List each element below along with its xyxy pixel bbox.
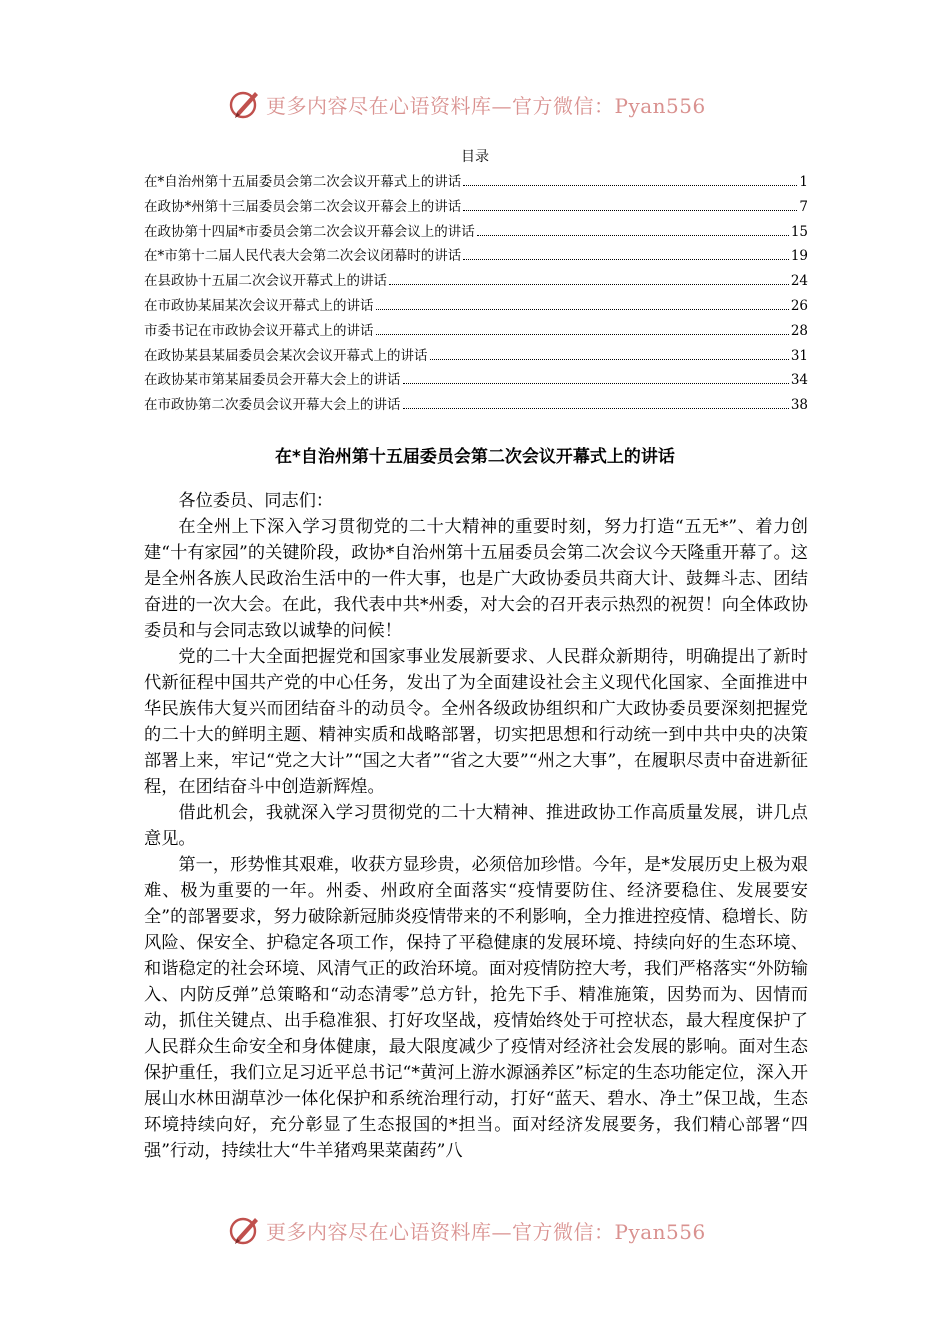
toc-leader-dots <box>463 210 797 211</box>
toc-entry-title: 市委书记在市政协会议开幕式上的讲话 <box>144 322 374 339</box>
toc-entry-title: 在县政协十五届二次会议开幕式上的讲话 <box>144 273 387 290</box>
toc-entry[interactable] <box>144 170 808 195</box>
toc-entry-page: 34 <box>790 372 808 389</box>
toc-leader-dots <box>376 309 789 310</box>
paragraph: 第一，形势惟其艰难，收获方显珍贵，必须倍加珍惜。今年，是*发展历史上极为艰难、极为重要的一年。州委、州政府全面落实“疫情要防住、经济要稳住、发展要安全”的部署要求，努力破除新冠肺炎疫情带来的不利影响，全力推进控疫情、稳增长、防风险、保安全、护稳定各项工作，保持了平稳健康的发展环境、持续向好的生态环境、和谐稳定的社会环境、风清气正的政治环境。面对疫情防控大考，我们严格落实“外防输入、内防反弹”总策略和“动态清零”总方针，抢先下手、精准施策，因势而为、因情而动，抓住关键点、出手稳准狠、打好攻坚战，疫情始终处于可控状态，最大程度保护了人民群众生命安全和身体健康，最大限度减少了疫情对经济社会发展的影响。面对生态保护重任，我们立足习近平总书记“*黄河上游水源涵养区”标定的生态功能定位，深入开展山水林田湖草沙一体化保护和系统治理行动，打好“蓝天、碧水、净土”保卫战，生态环境持续向好，充分彰显了生态报国的*担当。面对经济发展要务，我们精心部署“四强”行动，持续壮大“牛羊猪鸡果菜菌药”八 <box>144 855 808 1161</box>
footer-watermark-banner <box>0 1208 950 1252</box>
toc-entry-title: 在*自治州第十五届委员会第二次会议开幕式上的讲话 <box>144 174 462 190</box>
header-watermark-banner <box>0 82 950 126</box>
toc-entry-page: 7 <box>799 198 808 215</box>
toc-entry[interactable] <box>144 344 808 369</box>
toc-entry-page: 28 <box>790 322 808 339</box>
toc-entry[interactable] <box>144 294 808 319</box>
toc-entry[interactable] <box>144 319 808 344</box>
paragraph: 在全州上下深入学习贯彻党的二十大精神的重要时刻，努力打造“五无*”、着力创建“十有家园”的关键阶段，政协*自治州第十五届委员会第二次会议今天隆重开幕了。这是全州各族人民政治生活中的一件大事，也是广大政协委员共商大计、鼓舞斗志、团结奋进的一次大会。在此，我代表中共*州委，对大会的召开表示热烈的祝贺！向全体政协委员和与会同志致以诚挚的问候！ <box>144 517 808 641</box>
table-of-contents <box>144 170 808 418</box>
toc-leader-dots <box>463 259 789 260</box>
toc-entry[interactable] <box>144 195 808 220</box>
paragraph: 党的二十大全面把握党和国家事业发展新要求、人民群众新期待，明确提出了新时代新征程中国共产党的中心任务，发出了为全面建设社会主义现代化国家、全面推进中华民族伟大复兴而团结奋斗的动员令。全州各级政协组织和广大政协委员要深刻把握党的二十大的鲜明主题、精神实质和战略部署，切实把思想和行动统一到中共中央的决策部署上来，牢记“党之大计”“国之大者”“省之大要”“州之大事”，在履职尽责中奋进新征程，在团结奋斗中创造新辉煌。 <box>144 647 808 797</box>
toc-leader-dots <box>403 408 789 409</box>
toc-entry-page: 38 <box>790 397 808 414</box>
toc-leader-dots <box>463 185 797 186</box>
toc-entry[interactable] <box>144 393 808 418</box>
pen-logo-icon <box>228 1213 262 1247</box>
toc-entry-title: 在政协*州第十三届委员会第二次会议开幕会上的讲话 <box>144 198 462 215</box>
toc-entry-title: 在政协第十四届*市委员会第二次会议开幕会议上的讲话 <box>144 223 475 240</box>
toc-entry-title: 在市政协第二次委员会议开幕大会上的讲话 <box>144 397 401 414</box>
toc-leader-dots <box>403 383 789 384</box>
toc-entry-title: 在政协某县某届委员会某次会议开幕式上的讲话 <box>144 347 428 364</box>
toc-entry-title: 在市政协某届某次会议开幕式上的讲话 <box>144 297 374 314</box>
toc-entry-title: 在政协某市第某届委员会开幕大会上的讲话 <box>144 372 401 389</box>
toc-entry-page: 1 <box>799 174 808 190</box>
salutation: 各位委员、同志们： <box>178 491 334 511</box>
document-body <box>144 488 808 1164</box>
document-title: 在*自治州第十五届委员会第二次会议开幕式上的讲话 <box>275 447 675 467</box>
toc-entry-page: 31 <box>790 347 808 364</box>
toc-entry[interactable] <box>144 244 808 269</box>
toc-entry-page: 15 <box>790 223 808 240</box>
toc-entry-page: 26 <box>790 297 808 314</box>
toc-entry[interactable] <box>144 368 808 393</box>
toc-entry-page: 19 <box>790 248 808 265</box>
paragraph: 借此机会，我就深入学习贯彻党的二十大精神、推进政协工作高质量发展，讲几点意见。 <box>144 803 808 849</box>
toc-leader-dots <box>430 359 789 360</box>
toc-leader-dots <box>376 334 789 335</box>
toc-title: 目录 <box>461 149 489 165</box>
toc-entry-title: 在*市第十二届人民代表大会第二次会议闭幕时的讲话 <box>144 248 462 265</box>
banner-text: 更多内容尽在心语资料库—官方微信：Pyan556 <box>266 93 706 118</box>
toc-entry[interactable] <box>144 220 808 245</box>
toc-leader-dots <box>477 235 789 236</box>
toc-entry-page: 24 <box>790 273 808 290</box>
banner-text: 更多内容尽在心语资料库—官方微信：Pyan556 <box>266 1219 706 1244</box>
toc-leader-dots <box>389 284 789 285</box>
toc-entry[interactable] <box>144 269 808 294</box>
pen-logo-icon <box>228 87 262 121</box>
